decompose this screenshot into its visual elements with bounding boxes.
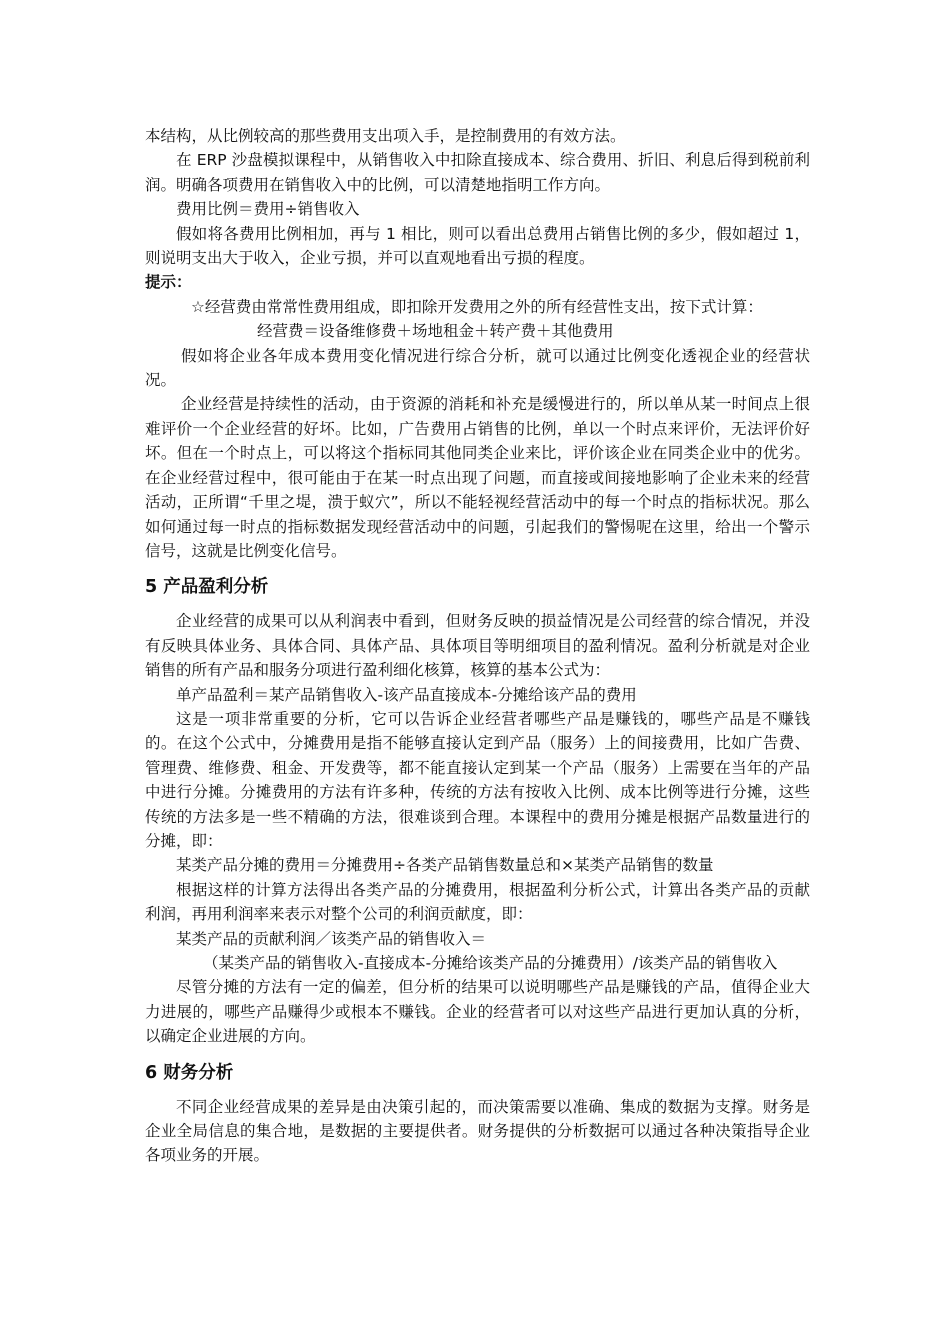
- formula-single-product-profit: 单产品盈利＝某产品销售收入-该产品直接成本-分摊给该产品的费用: [176, 685, 637, 704]
- paragraph-allocation-deviation: 尽管分摊的方法有一定的偏差，但分析的结果可以说明哪些产品是赚钱的产品，值得企业大力进展的，哪些产品赚得少或根本不赚钱。企业的经营者可以对这些产品进行更加认真的分析，以确定企业进展的方向。: [145, 978, 810, 1046]
- paragraph-financial-intro: 不同企业经营成果的差异是由决策引起的，而决策需要以准确、集成的数据为支撑。财务是企业全局信息的集合地，是数据的主要提供者。财务提供的分析数据可以通过各种决策指导企业各项业务的开展。: [145, 1097, 810, 1165]
- paragraph-profit-intro: 企业经营的成果可以从利润表中看到，但财务反映的损益情况是公司经营的综合情况，并没有反映具体业务、具体合同、具体产品、具体项目等明细项目的盈利情况。盈利分析就是对企业销售的所有产品和服务分项进行盈利细化核算，核算的基本公式为：: [145, 612, 810, 680]
- paragraph-contribution: 根据这样的计算方法得出各类产品的分摊费用，根据盈利分析公式，计算出各类产品的贡献利润，再用利润率来表示对整个公司的利润贡献度，即：: [145, 880, 810, 924]
- formula-allocated-expense: 某类产品分摊的费用＝分摊费用÷各类产品销售数量总和×某类产品销售的数量: [176, 856, 714, 875]
- formula-expense-ratio: 费用比例＝费用÷销售收入: [176, 200, 360, 219]
- hint-operating-expense: ☆经营费由常常性费用组成，即扣除开发费用之外的所有经营性支出，按下式计算：: [191, 297, 763, 316]
- paragraph-ratio-sum: 假如将各费用比例相加，再与 1 相比，则可以看出总费用占销售比例的多少，假如超过 1，则说明支出大于收入，企业亏损，并可以直观地看出亏损的程度。: [145, 224, 810, 268]
- section-heading-product-profit: 5 产品盈利分析: [145, 577, 269, 598]
- paragraph-ratio-signal: 企业经营是持续性的活动，由于资源的消耗和补充是缓慢进行的，所以单从某一时间点上很难评价一个企业经营的好坏。比如，广告费用占销售的比例，单以一个时点来评价，无法评价好坏。但在一个时点上，可以将这个指标同其他同类企业来比，评价该企业在同类企业中的优劣。在企业经营过程中，很可能由于在某一时点出现了问题，而直接或间接地影响了企业未来的经营活动，正所谓“千里之堤，溃于蚁穴”，所以不能轻视经营活动中的每一个时点的指标状况。那么如何通过每一时点的指标数据发现经营活动中的问题，引起我们的警惕呢在这里，给出一个警示信号，这就是比例变化信号。: [145, 395, 810, 560]
- paragraph-trend-analysis: 假如将企业各年成本费用变化情况进行综合分析，就可以通过比例变化透视企业的经营状况。: [145, 346, 810, 390]
- hint-label: 提示：: [145, 273, 192, 292]
- paragraph-allocation-explained: 这是一项非常重要的分析，它可以告诉企业经营者哪些产品是赚钱的，哪些产品是不赚钱的。在这个公式中，分摊费用是指不能够直接认定到产品（服务）上的间接费用，比如广告费、管理费、维修费、租金、开发费等，都不能直接认定到某一个产品（服务）上需要在当年的产品中进行分摊。分摊费用的方法有许多种，传统的方法有按收入比例、成本比例等进行分摊，这些传统的方法多是一些不精确的方法，很难谈到合理。本课程中的费用分摊是根据产品数量进行的分摊，即：: [145, 709, 810, 850]
- section-heading-financial-analysis: 6 财务分析: [145, 1062, 234, 1083]
- formula-operating-expense: 经营费＝设备维修费＋场地租金＋转产费＋其他费用: [257, 322, 614, 341]
- document-page: [145, 124, 810, 1168]
- formula-contribution-ratio: 某类产品的贡献利润／该类产品的销售收入＝: [176, 929, 487, 948]
- paragraph-cost-structure: 本结构，从比例较高的那些费用支出项入手，是控制费用的有效方法。: [145, 127, 626, 145]
- paragraph-erp-course: 在 ERP 沙盘模拟课程中，从销售收入中扣除直接成本、综合费用、折旧、利息后得到税前利润。明确各项费用在销售收入中的比例，可以清楚地指明工作方向。: [145, 151, 810, 194]
- formula-contribution-expanded: （某类产品的销售收入-直接成本-分摊给该类产品的分摊费用）/该类产品的销售收入: [203, 954, 778, 972]
